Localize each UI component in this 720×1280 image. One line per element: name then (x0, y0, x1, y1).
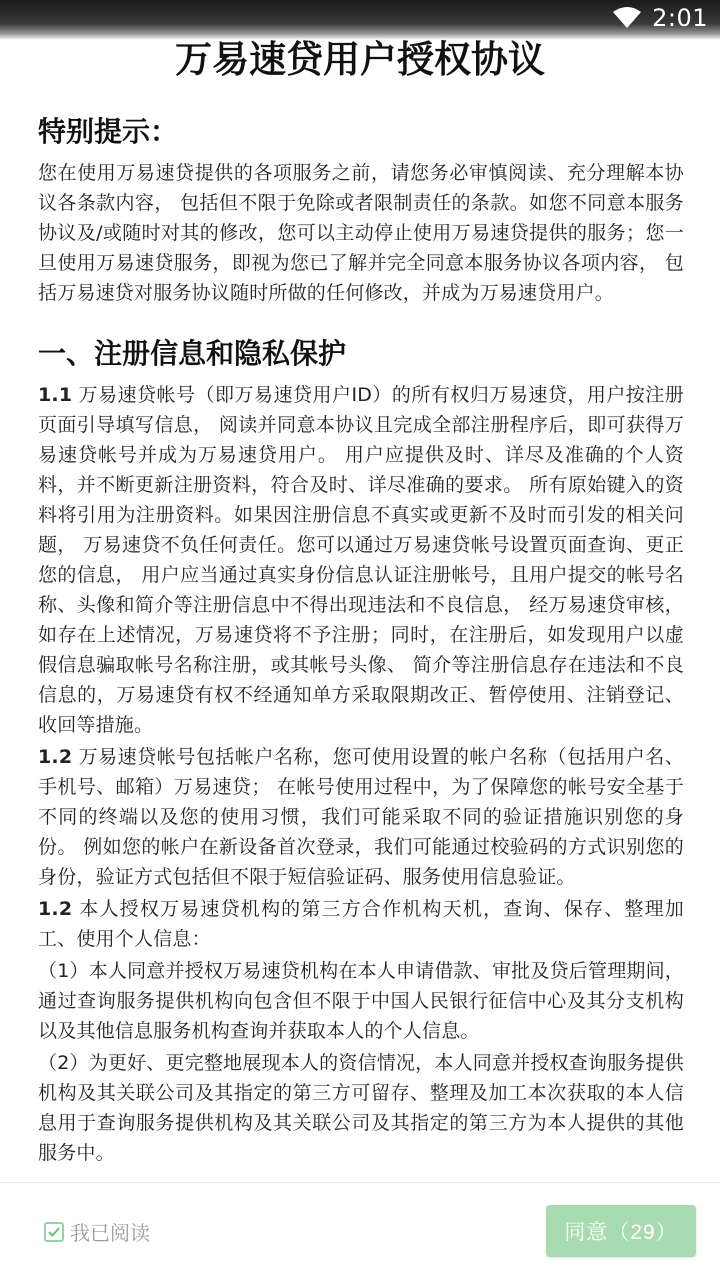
footer-bar (0, 1183, 720, 1280)
sub-item-2: （2）为更好、更完整地展现本人的资信情况，本人同意并授权查询服务提供机构及其关联公司及其指定的第三方可留存、整理及加工本次获取的本人信息用于查询服务提供机构及其关联公司及其指定的第三方为本人提供的其他服务中。 (38, 1052, 684, 1164)
status-time: 2:01 (652, 4, 708, 32)
read-confirm-checkbox[interactable] (44, 1217, 150, 1246)
clause-text: 本人授权万易速贷机构的第三方合作机构天机，查询、保存、整理加工、使用个人信息： (38, 898, 684, 950)
section1-heading: 一、注册信息和隐私保护 (38, 337, 347, 370)
clause-number: 1.1 (38, 384, 73, 406)
checkbox[interactable] (44, 1222, 64, 1242)
sub-item-1: （1）本人同意并授权万易速贷机构在本人申请借款、审批及贷后管理期间，通过查询服务提供机构向包含但不限于中国人民银行征信中心及其分支机构以及其他信息服务机构查询并获取本人的个人信息。 (38, 960, 684, 1042)
status-bar (0, 0, 720, 40)
clause-text: 万易速贷帐号包括帐户名称，您可使用设置的帐户名称（包括用户名、手机号、邮箱）万易速贷； 在帐号使用过程中，为了保障您的帐号安全基于不同的终端以及您的使用习惯，我们可能采取不同的验证措施识别您的身份。 例如您的帐户在新设备首次登录，我们可能通过校验码的方式识别您的身份，验证方式包括但不限于短信验证码、服务使用信息验证。 (38, 746, 684, 888)
status-indicators (612, 4, 708, 32)
clause-1-1 (38, 380, 684, 740)
clause-number: 1.2 (38, 746, 73, 768)
clause-1-2-b (38, 894, 684, 954)
agreement-content[interactable] (38, 110, 684, 1180)
wifi-icon (612, 7, 642, 29)
page-title: 万易速贷用户授权协议 (175, 38, 545, 81)
clause-1-2 (38, 742, 684, 892)
check-icon (47, 1225, 61, 1239)
notice-text: 您在使用万易速贷提供的各项服务之前，请您务必审慎阅读、充分理解本协议各条款内容， 包括但不限于免除或者限制责任的条款。如您不同意本服务协议及/或随时对其的修改，您可以主动停止使用万易速贷提供的服务；您一旦使用万易速贷服务，即视为您已了解并完全同意本服务协议各项内容， 包括万易速贷对服务协议随时所做的任何修改，并成为万易速贷用户。 (38, 162, 684, 304)
notice-heading: 特别提示： (38, 115, 179, 148)
agree-button[interactable]: 同意（29） (546, 1205, 696, 1257)
clause-text: 万易速贷帐号（即万易速贷用户ID）的所有权归万易速贷，用户按注册页面引导填写信息， 阅读并同意本协议且完成全部注册程序后，即可获得万易速贷帐号并成为万易速贷用户。 用户应提供及时、详尽及准确的个人资料，并不断更新注册资料，符合及时、详尽准确的要求。 所有原始键入的资料将引用为注册资料。如果因注册信息不真实或更新不及时而引发的相关问题， 万易速贷不负任何责任。您可以通过万易速贷帐号设置页面查询、更正您的信息， 用户应当通过真实身份信息认证注册帐号，且用户提交的帐号名称、头像和简介等注册信息中不得出现违法和不良信息， 经万易速贷审核，如存在上述情况，万易速贷将不予注册；同时，在注册后，如发现用户以虚假信息骗取帐号名称注册，或其帐号头像、 简介等注册信息存在违法和不良信息的，万易速贷有权不经通知单方采取限期改正、暂停使用、注销登记、收回等措施。 (38, 384, 684, 736)
clause-number: 1.2 (38, 898, 73, 920)
read-label: 我已阅读 (70, 1221, 150, 1245)
